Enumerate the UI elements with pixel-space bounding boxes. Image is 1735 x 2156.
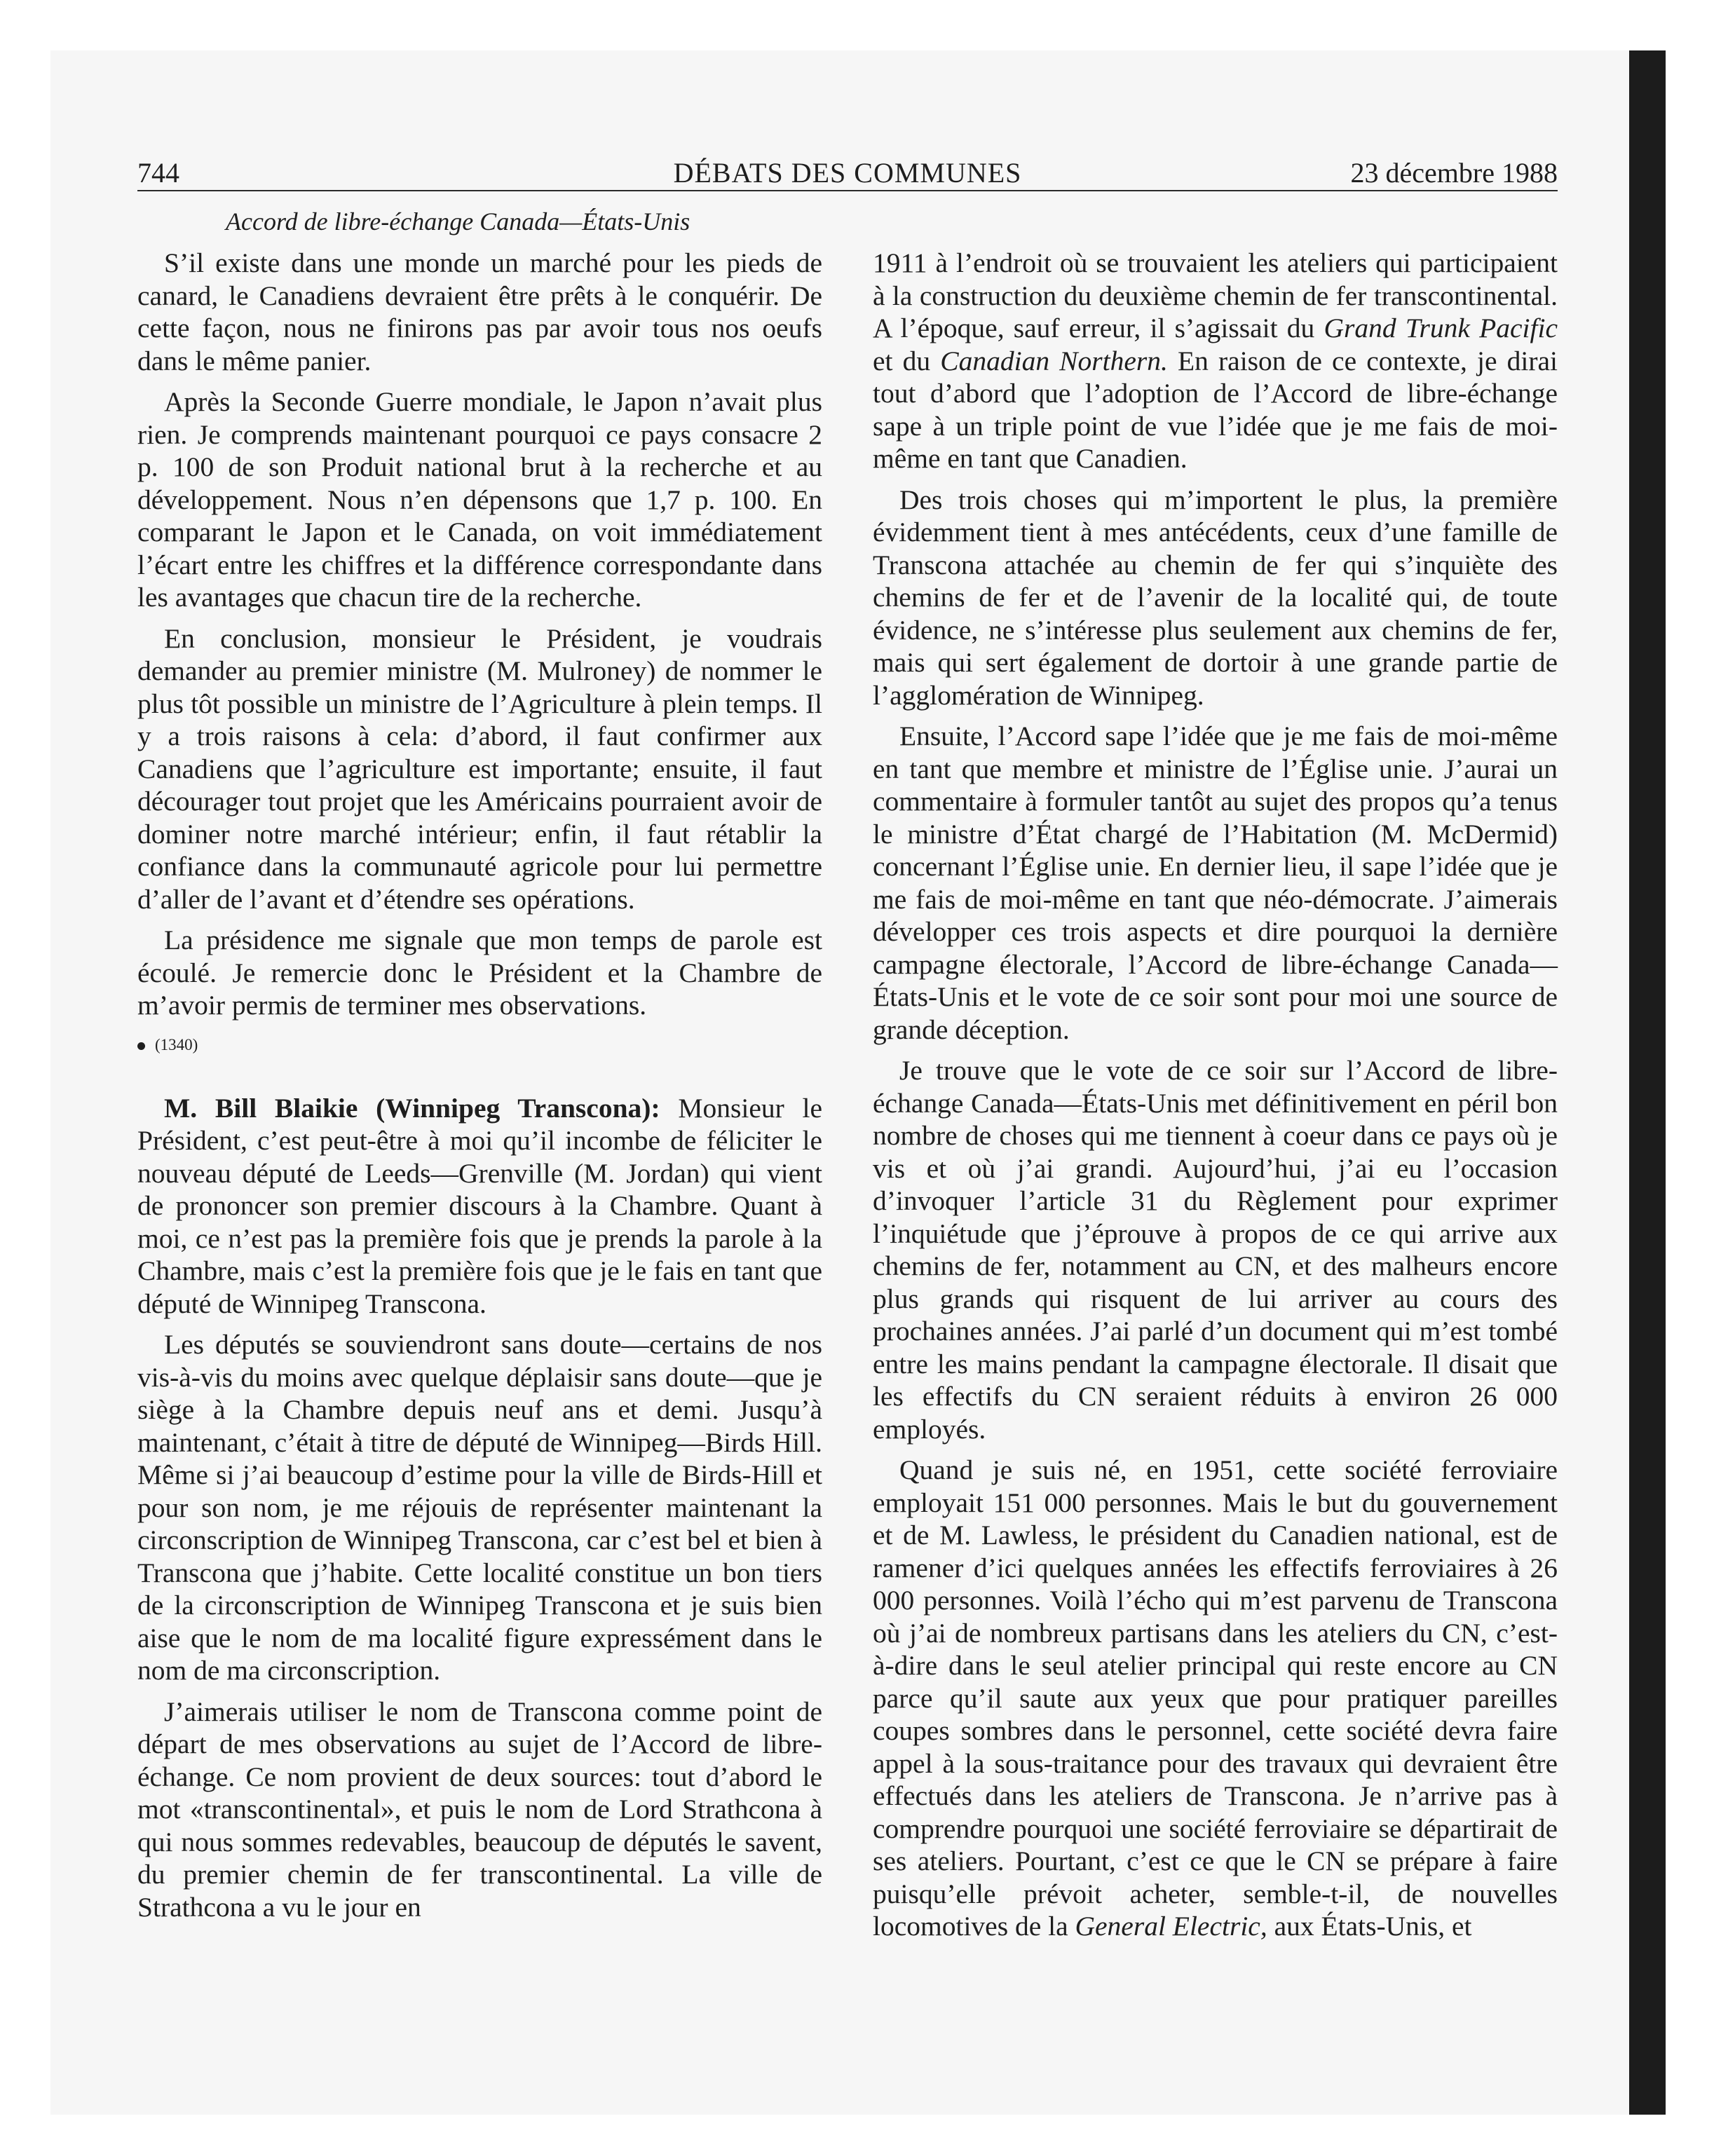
paragraph-text: Quand je suis né, en 1951, cette société ferroviaire employait 151 000 personnes. Mais le but du gouvernement et de M. Lawless, le président du Canadien national, est de ramener d’ici quelques années les effectifs ferroviaires à 26 000 personnes. Voilà l’écho qui m’est parvenu de Transcona où j’ai de nombreux partisans dans les ateliers du CN, c’est-à-dire dans le seul atelier principal qui reste encore au CN parce qu’il saute aux yeux que pour pratiquer pareilles coupes sombres dans le personnel, cette société devra faire appel à la sous-traitance pour des travaux qui devraient être effectués dans les ateliers de Transcona. Je n’arrive pas à comprendre pourquoi une société ferroviaire se départirait de ses ateliers. Pourtant, c’est ce que le CN se prépare à faire puisqu’elle prévoit acheter, semble-t-il, de nouvelles locomotives de la [873,1454,1558,1942]
paragraph: Après la Seconde Guerre mondiale, le Japon n’avait plus rien. Je comprends maintenant pourquoi ce pays consacre 2 p. 100 de son Produit national brut à la recherche et au développement. Nous n’en dépensons que 1,7 p. 100. En comparant le Japon et le Canada, on voit immédiatement l’écart entre les chiffres et la différence correspondante dans les avantages que chacun tire de la recherche. [137,386,822,613]
paragraph-text: En raison de ce contexte, je dirai tout d’abord que l’adoption de l’Accord de libre-échange sape à un triple point de vue l’idée que je me fais de moi-même en tant que Canadien. [873,345,1558,474]
paragraph: J’aimerais utiliser le nom de Transcona comme point de départ de mes observations au sujet de l’Accord de libre-échange. Ce nom provient de deux sources: tout d’abord le mot «transcontinental», et puis le nom de Lord Strathcona à qui nous sommes redevables, beaucoup de députés le savent, du premier chemin de fer transcontinental. La ville de Strathcona a vu le jour en [137,1696,822,1923]
paragraph: Ensuite, l’Accord sape l’idée que je me fais de moi-même en tant que membre et ministre de l’Église unie. J’aurai un commentaire à formuler tantôt au sujet des propos qu’a tenus le ministre d’État chargé de l’Habitation (M. McDermid) concernant l’Église unie. En dernier lieu, il sape l’idée que je me fais de moi-même en tant que néo-démocrate. J’aimerais développer ces trois aspects et dire pourquoi la dernière campagne électorale, l’Accord de libre-échange Canada—États-Unis et le vote de ce soir sont pour moi une source de grande déception. [873,721,1558,1045]
scan-shadow-edge [1629,50,1666,2115]
paragraph-text: aux États-Unis, et [1274,1911,1472,1942]
right-column [873,247,1558,1951]
paragraph-text: et du [873,345,931,376]
paragraph: Des trois choses qui m’importent le plus, la première évidemment tient à mes antécédents, ceux d’une famille de Transcona attachée au chemin de fer qui s’inquiète des chemins de fer et de l’avenir de la localité qui, de toute évidence, ne s’intéresse plus seulement aux chemins de fer, mais qui sert également de dortoir à une grande partie de l’agglomération de Winnipeg. [873,484,1558,711]
paragraph: En conclusion, monsieur le Président, je voudrais demander au premier ministre (M. Mulroney) de nommer le plus tôt possible un ministre de l’Agriculture à plein temps. Il y a trois raisons à cela: d’abord, il faut confirmer aux Canadiens que l’agriculture est importante; ensuite, il faut décourager tout projet que les Américains pourraient avoir de dominer notre marché intérieur; enfin, il faut rétablir la confiance dans la communauté agricole pour lui permettre d’aller de l’avant et d’étendre ses opérations. [137,622,822,915]
paragraph [873,1454,1558,1943]
paragraph-text: 1911 à l’endroit où se trouvaient les ateliers qui participaient à la construction du deuxième chemin de fer transcontinental. A l’époque, sauf erreur, il s’agissait du [873,247,1558,343]
header-rule [137,190,1558,191]
header-date: 23 décembre 1988 [1350,157,1558,189]
bullet-icon [137,1042,145,1050]
running-head: Accord de libre-échange Canada—États-Unis [226,207,690,236]
speaker-name: M. Bill Blaikie (Winnipeg Transcona): [164,1092,660,1124]
paragraph: La présidence me signale que mon temps de parole est écoulé. Je remercie donc le Président et la Chambre de m’avoir permis de terminer mes observations. [137,925,822,1021]
railway-name: Grand Trunk Pacific [1324,313,1558,343]
page-header [137,156,1558,195]
timestamp-marker [137,1035,822,1056]
left-column [137,247,822,1932]
speaker-paragraph [137,1092,822,1321]
paragraph-text: Monsieur le Président, c’est peut-être à moi qu’il incombe de féliciter le nouveau député de Leeds—Grenville (M. Jordan) qui vient de prononcer son premier discours à la Chambre. Quant à moi, ce n’est pas la première fois que je prends la parole à la Chambre, mais c’est la première fois que je le fais en tant que député de Winnipeg Transcona. [137,1092,823,1319]
paragraph: Les députés se souviendront sans doute—certains de nos vis-à-vis du moins avec quelque déplaisir sans doute—que je siège à la Chambre depuis neuf ans et demi. Jusqu’à maintenant, c’était à titre de député de Winnipeg—Birds Hill. Même si j’ai beaucoup d’estime pour la ville de Birds-Hill et pour son nom, je me réjouis de représenter maintenant la circonscription de Winnipeg Transcona, car c’est bel et bien à Transcona que j’habite. Cette localité constitue un bon tiers de la circonscription de Winnipeg Transcona et je suis bien aise que le nom de ma localité figure expressément dans le nom de ma circonscription. [137,1329,822,1686]
paragraph: S’il existe dans une monde un marché pour les pieds de canard, le Canadiens devraient être prêts à le conquérir. De cette façon, nous ne finirons pas par avoir tous nos oeufs dans le même panier. [137,247,822,376]
timestamp-text: (1340) [155,1035,198,1053]
page-number: 744 [137,157,179,189]
continued-paragraph [873,247,1558,475]
railway-name: Canadian Northern. [940,345,1168,376]
journal-title: DÉBATS DES COMMUNES [673,157,1022,189]
paragraph: Je trouve que le vote de ce soir sur l’Accord de libre-échange Canada—États-Unis met définitivement en péril bon nombre de choses qui me tiennent à coeur dans ce pays où je vis et où j’ai grandi. Aujourd’hui, j’ai eu l’occasion d’invoquer l’article 31 du Règlement pour exprimer l’inquiétude que j’éprouve à propos de ce qui arrive aux chemins de fer, notamment au CN, et des malheurs encore plus grands qui risquent de lui arriver au cours des prochaines années. J’ai parlé d’un document qui m’est tombé entre les mains pendant la campagne électorale. Il disait que les effectifs du CN seraient réduits à environ 26 000 employés. [873,1055,1558,1445]
company-name: General Electric, [1075,1911,1267,1942]
